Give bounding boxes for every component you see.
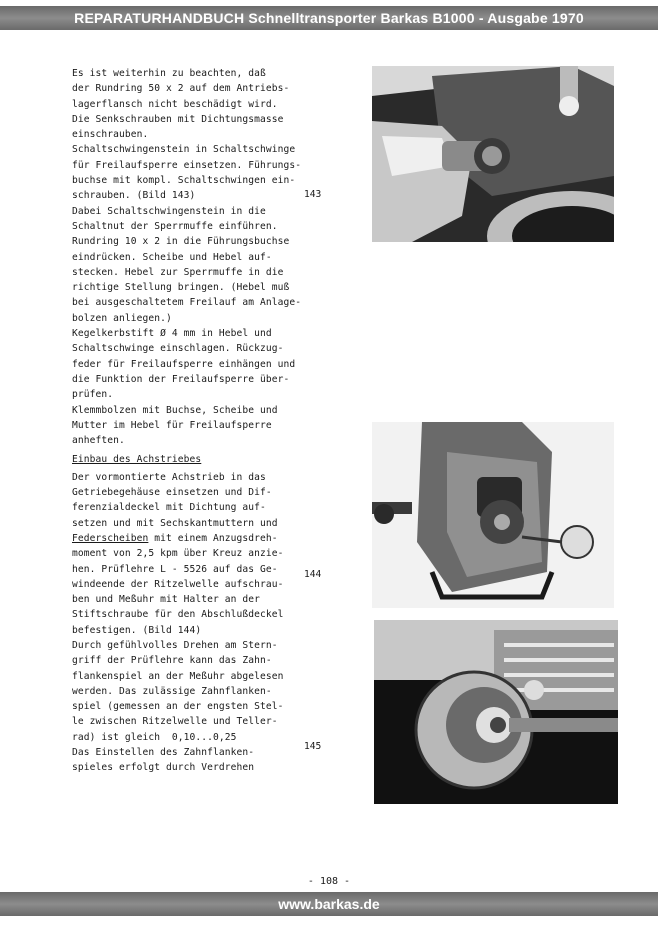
text-line: moment von 2,5 kpm über Kreuz anzie- xyxy=(72,548,284,560)
text-line-underlined: Federscheiben mit einem Anzugsdreh- xyxy=(72,532,278,544)
text-line: Stiftschraube für den Abschlußdeckel xyxy=(72,609,284,621)
text-line: windeende der Ritzelwelle aufschrau- xyxy=(72,578,284,590)
text-line: le zwischen Ritzelwelle und Teller- xyxy=(72,716,278,728)
text-line: Schaltschwinge einschlagen. Rückzug- xyxy=(72,343,284,355)
text-line: griff der Prüflehre kann das Zahn- xyxy=(72,655,272,667)
text-line: einschrauben. xyxy=(72,129,149,141)
text-line: die Funktion der Freilaufsperre über- xyxy=(72,373,290,385)
text-line: Rundring 10 x 2 in die Führungsbuchse xyxy=(72,236,290,248)
text-line: Durch gefühlvolles Drehen am Stern- xyxy=(72,639,278,651)
text-line: werden. Das zulässige Zahnflanken- xyxy=(72,685,272,697)
text-line: für Freilaufsperre einsetzen. Führungs- xyxy=(72,159,302,171)
text-line: spieles erfolgt durch Verdrehen xyxy=(72,762,255,774)
photo-bild-145 xyxy=(374,620,618,804)
text-column xyxy=(72,66,342,776)
page-number: - 108 - xyxy=(307,876,351,887)
text-line: schrauben. (Bild 143) xyxy=(72,190,196,202)
text-line: Der vormontierte Achstrieb in das xyxy=(72,471,266,483)
text-line: Klemmbolzen mit Buchse, Scheibe und xyxy=(72,404,278,416)
text-line: Schaltschwingenstein in Schaltschwinge xyxy=(72,144,296,156)
text-line: bolzen anliegen.) xyxy=(72,312,172,324)
text-line: eindrücken. Scheibe und Hebel auf- xyxy=(72,251,272,263)
header-banner xyxy=(0,6,658,30)
text-line: prüfen. xyxy=(72,389,114,401)
text-line: befestigen. (Bild 144) xyxy=(72,624,202,636)
text-line: Kegelkerbstift Ø 4 mm in Hebel und xyxy=(72,328,272,340)
text-line: Getriebegehäuse einsetzen und Dif- xyxy=(72,487,272,499)
text-line: ferenzialdeckel mit Dichtung auf- xyxy=(72,502,266,514)
text-line: spiel (gemessen an der engsten Stel- xyxy=(72,701,284,713)
text-line: ben und Meßuhr mit Halter an der xyxy=(72,594,261,606)
section-heading: Einbau des Achstriebes xyxy=(72,454,202,466)
photo-bild-144 xyxy=(372,422,614,608)
paragraph-2-part-b xyxy=(72,546,342,638)
paragraph-1 xyxy=(72,66,342,448)
text-line: feder für Freilaufsperre einhängen und xyxy=(72,358,296,370)
figure-number-144: 144 xyxy=(304,569,322,580)
text-line: Es ist weiterhin zu beachten, daß xyxy=(72,68,266,79)
footer-banner xyxy=(0,892,658,916)
underlined-word: Federscheiben xyxy=(72,532,149,544)
text-line: Die Senkschrauben mit Dichtungsmasse xyxy=(72,113,284,125)
paragraph-3 xyxy=(72,638,342,745)
paragraph-4 xyxy=(72,745,342,776)
text-line: Schaltnut der Sperrmuffe einführen. xyxy=(72,220,278,232)
text-line: setzen und mit Sechskantmuttern und xyxy=(72,517,278,529)
text-line: Dabei Schaltschwingenstein in die xyxy=(72,205,266,217)
header-title: REPARATURHANDBUCH Schnelltransporter Barkas B1000 - Ausgabe 1970 xyxy=(74,10,584,26)
text-line: stecken. Hebel zur Sperrmuffe in die xyxy=(72,266,284,278)
text-line: flankenspiel an der Meßuhr abgelesen xyxy=(72,670,284,682)
text-line: anheften. xyxy=(72,435,125,447)
text-line: lagerflansch nicht beschädigt wird. xyxy=(72,98,278,110)
text-line: Das Einstellen des Zahnflanken- xyxy=(72,747,255,759)
text-line: hen. Prüflehre L - 5526 auf das Ge- xyxy=(72,563,278,575)
paragraph-2-part-a xyxy=(72,470,342,531)
text-line: der Rundring 50 x 2 auf dem Antriebs- xyxy=(72,83,290,95)
text-line: richtige Stellung bringen. (Hebel muß xyxy=(72,282,290,294)
footer-url[interactable]: www.barkas.de xyxy=(278,896,380,912)
text-line: Mutter im Hebel für Freilaufsperre xyxy=(72,419,272,431)
figure-number-145: 145 xyxy=(304,741,322,752)
text-line: rad) ist gleich 0,10...0,25 xyxy=(72,731,237,743)
photo-bild-143 xyxy=(372,66,614,242)
text-line: bei ausgeschaltetem Freilauf am Anlage- xyxy=(72,297,302,309)
figure-number-143: 143 xyxy=(304,189,322,200)
text-line: buchse mit kompl. Schaltschwingen ein- xyxy=(72,175,296,187)
